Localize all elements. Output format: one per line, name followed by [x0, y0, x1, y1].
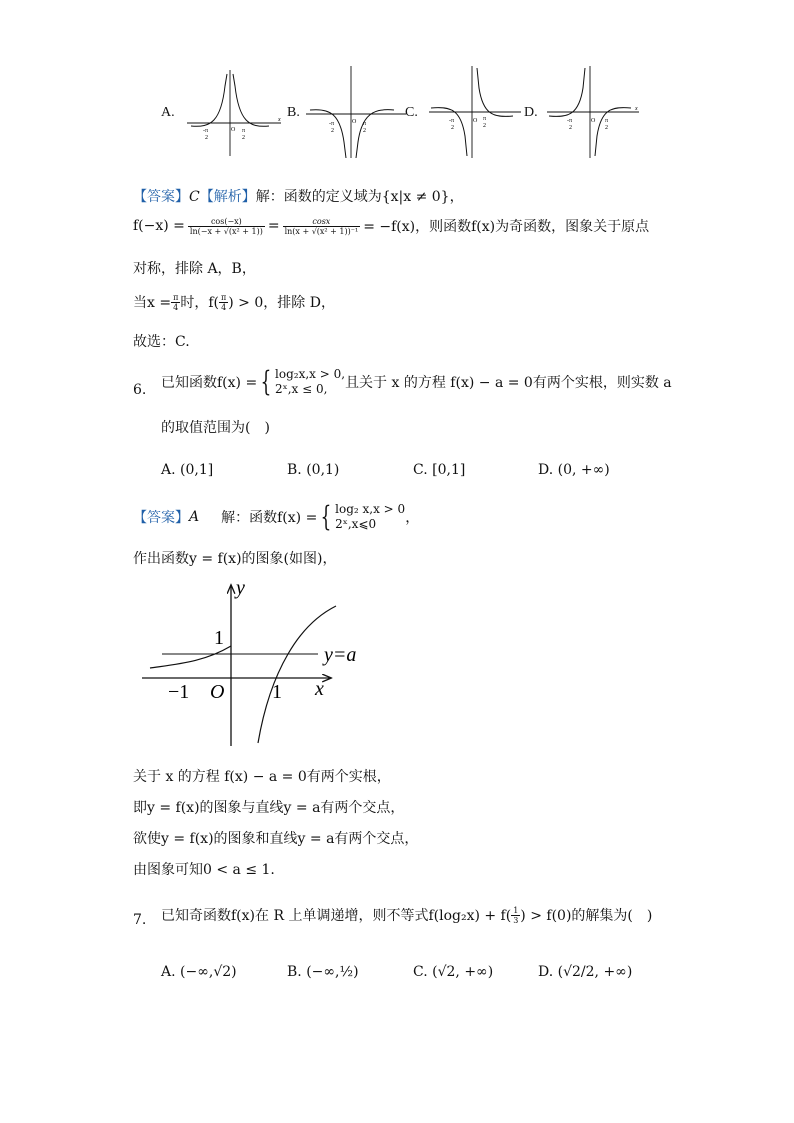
log-branch [258, 606, 336, 743]
svg-text:-π: -π [329, 121, 335, 127]
option-letter: C. [413, 964, 428, 980]
frac-den: ln(−x + √(x² + 1)) [189, 226, 263, 236]
q7-option-d[interactable] [538, 964, 632, 980]
svg-text:2: 2 [483, 123, 486, 129]
q6-option-d[interactable] [538, 462, 610, 478]
option-letter: C. [413, 462, 428, 478]
frac-num: π [221, 292, 227, 302]
q6-stem [161, 367, 672, 397]
svg-text:π: π [605, 118, 609, 124]
answer-text: 解：函数f(x) = [221, 510, 318, 526]
pi-over-4 [219, 293, 228, 312]
svg-text:π: π [242, 128, 246, 134]
case-2: 2ˣ,x ≤ 0, [275, 382, 328, 396]
q7-option-b[interactable] [287, 964, 359, 980]
svg-text:2: 2 [569, 125, 572, 131]
analysis-text: 解：函数的定义域为{x|x ≠ 0}， [255, 189, 464, 205]
q6-answer-line [133, 502, 419, 532]
answer-letter: A [189, 509, 200, 525]
svg-text:π: π [483, 116, 487, 122]
option-text: (0, +∞) [557, 462, 610, 478]
frac-num: cos(−x) [188, 217, 265, 227]
frac-den: 4 [173, 302, 179, 312]
answer-tag: 【答案】 [133, 510, 189, 526]
stem-text: ) > f(0)的解集为( ) [520, 908, 653, 924]
q6-after3: 欲使y = f(x)的图象和直线y = a有两个交点， [133, 831, 419, 847]
q5-graph-d [545, 62, 641, 160]
svg-text:-π: -π [203, 128, 209, 134]
q6-number: 6. [133, 382, 147, 398]
y-axis-label: y [236, 578, 245, 599]
q5-answer-line [133, 186, 464, 206]
neg-one-label: −1 [168, 681, 190, 703]
frac-den: 3 [513, 915, 519, 925]
stem-text: 且关于 x 的方程 f(x) − a = 0有两个实根，则实数 a [345, 375, 672, 391]
option-letter: A. [161, 462, 176, 478]
text: 当x = [133, 295, 172, 311]
text: 时，f( [180, 295, 219, 311]
option-text: (√2, +∞) [432, 964, 494, 980]
frac-den: ln(x + √(x² + 1))⁻¹ [284, 226, 359, 236]
stem-text: 已知奇函数f(x)在 R 上单调递增，则不等式f(log₂x) + f( [161, 908, 512, 924]
svg-text:x: x [635, 106, 638, 112]
answer-letter: C [189, 189, 200, 205]
one-third [511, 906, 520, 925]
svg-text:O: O [473, 118, 478, 124]
frac-num: 1 [513, 905, 519, 915]
q6-after1: 关于 x 的方程 f(x) − a = 0有两个实根， [133, 769, 391, 785]
brace-icon: { [320, 500, 332, 533]
case-1: log₂x,x > 0, [275, 367, 346, 381]
q5-graph-a [183, 66, 283, 160]
frac-den: 4 [221, 302, 227, 312]
q5-graph-c [427, 62, 523, 160]
svg-text:x: x [278, 117, 281, 123]
answer-tag: 【答案】 [133, 189, 189, 205]
q7-stem [161, 905, 652, 925]
option-letter: D. [538, 462, 554, 478]
q6-stem-cont: 的取值范围为( ) [161, 420, 270, 436]
text: ) > 0，排除 D， [228, 295, 335, 311]
q7-option-c[interactable] [413, 964, 493, 980]
svg-text:O: O [591, 118, 596, 124]
q5-line4 [133, 292, 335, 312]
q6-function-graph [138, 578, 378, 750]
brace-icon: { [260, 365, 272, 398]
fraction-1 [188, 217, 265, 236]
eq-mid: = [267, 218, 280, 234]
option-text: (0,1) [306, 462, 340, 478]
svg-text:2: 2 [363, 128, 366, 134]
piecewise-cases [335, 502, 405, 532]
q7-option-a[interactable] [161, 964, 237, 980]
fraction-2 [283, 217, 361, 236]
q5-option-a-label[interactable]: A. [161, 105, 175, 120]
svg-text:2: 2 [331, 128, 334, 134]
option-letter: B. [287, 462, 302, 478]
eq-f: f(−x) = [133, 218, 185, 234]
case-1: log₂ x,x > 0 [335, 502, 406, 516]
svg-text:O: O [352, 119, 357, 125]
svg-text:-π: -π [567, 118, 573, 124]
q5-graph-b [304, 62, 408, 160]
option-letter: D. [538, 964, 554, 980]
svg-text:2: 2 [205, 135, 208, 141]
q7-number: 7. [133, 912, 147, 928]
q6-option-b[interactable] [287, 462, 339, 478]
frac-num: π [173, 292, 179, 302]
frac-num: cosx [283, 217, 361, 227]
q6-option-a[interactable] [161, 462, 213, 478]
q6-option-c[interactable] [413, 462, 465, 478]
svg-text:2: 2 [242, 135, 245, 141]
case-2: 2ˣ,x⩽0 [335, 517, 377, 531]
eq-tail: = −f(x)，则函数f(x)为奇函数，图象关于原点 [363, 219, 650, 235]
q5-option-d-label[interactable]: D. [524, 105, 538, 120]
option-text: (0,1] [180, 462, 214, 478]
x-axis-label: x [315, 678, 324, 700]
x-one-label: 1 [272, 681, 282, 703]
q5-option-c-label[interactable]: C. [405, 105, 418, 120]
q5-option-b-label[interactable]: B. [287, 105, 300, 120]
q6-after4: 由图象可知0 < a ≤ 1. [133, 862, 275, 878]
option-text: (√2/2, +∞) [557, 964, 633, 980]
pi-over-4 [171, 293, 180, 312]
svg-text:-π: -π [449, 118, 455, 124]
analysis-tag: 【解析】 [199, 189, 256, 205]
origin-label: O [231, 127, 236, 133]
y-one-label: 1 [214, 627, 224, 649]
q5-line5: 故选：C. [133, 334, 190, 350]
q6-graph-intro: 作出函数y = f(x)的图象(如图)， [133, 551, 337, 567]
exponential-branch [150, 646, 231, 668]
line-label: y=a [324, 644, 357, 666]
option-text: [0,1] [432, 462, 466, 478]
svg-text:2: 2 [605, 125, 608, 131]
svg-text:π: π [363, 121, 367, 127]
option-text: (−∞,½) [306, 964, 359, 980]
piecewise-cases [275, 367, 345, 397]
comma: ， [405, 510, 420, 526]
option-letter: A. [161, 964, 176, 980]
origin-label: O [210, 681, 225, 703]
q5-equation-line [133, 216, 649, 236]
option-text: (−∞,√2) [180, 964, 237, 980]
q5-line3: 对称，排除 A，B， [133, 261, 256, 277]
option-letter: B. [287, 964, 302, 980]
stem-text: 已知函数f(x) = [161, 375, 258, 391]
svg-text:2: 2 [451, 125, 454, 131]
q6-after2: 即y = f(x)的图象与直线y = a有两个交点， [133, 800, 405, 816]
